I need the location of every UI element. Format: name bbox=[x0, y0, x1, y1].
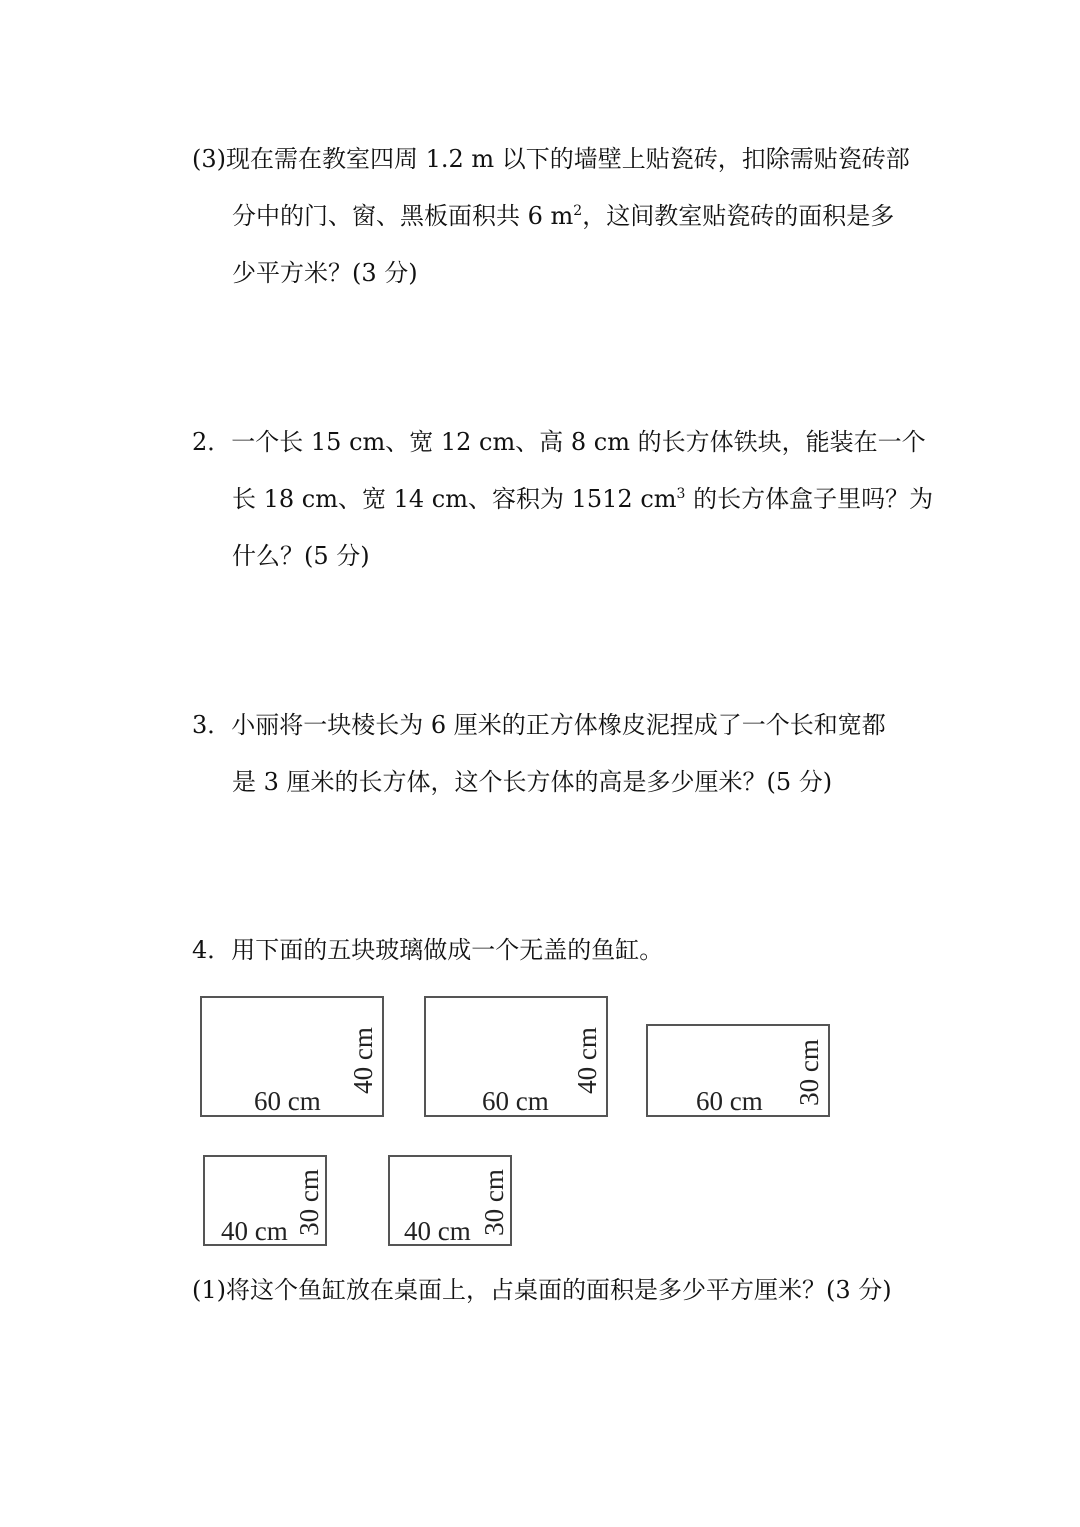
question-text-line: 3．小丽将一块棱长为 6 厘米的正方体橡皮泥捏成了一个长和宽都 bbox=[192, 711, 886, 739]
panel-width-label: 60 cm bbox=[696, 1086, 763, 1116]
glass-panel bbox=[646, 1024, 830, 1117]
panel-width-label: 60 cm bbox=[254, 1086, 321, 1116]
panel-height-label: 40 cm bbox=[571, 1027, 602, 1094]
glass-panel bbox=[203, 1155, 327, 1246]
question-text-line: 是 3 厘米的长方体，这个长方体的高是多少厘米？(5 分) bbox=[232, 768, 833, 796]
panel-width-label: 60 cm bbox=[482, 1086, 549, 1116]
question-1-part-3 bbox=[192, 131, 932, 302]
question-3 bbox=[192, 697, 932, 811]
question-text-line: 什么？(5 分) bbox=[232, 542, 370, 570]
panel-width-label: 40 cm bbox=[221, 1216, 288, 1246]
question-2 bbox=[192, 414, 932, 585]
question-text-line: (1)将这个鱼缸放在桌面上，占桌面的面积是多少平方厘米？(3 分) bbox=[192, 1276, 892, 1304]
question-text-line: 长 18 cm、宽 14 cm、容积为 1512 $cm^3$ 的长方体盒子里吗？为 bbox=[232, 485, 934, 513]
question-4 bbox=[192, 922, 932, 979]
panel-width-label: 40 cm bbox=[404, 1216, 471, 1246]
panel-height-label: 40 cm bbox=[347, 1027, 378, 1094]
question-text-line: 少平方米？(3 分) bbox=[232, 259, 418, 287]
panel-height-label: 30 cm bbox=[478, 1169, 509, 1236]
glass-panel bbox=[200, 996, 384, 1117]
glass-panel bbox=[388, 1155, 512, 1246]
glass-panel bbox=[424, 996, 608, 1117]
question-text-line: (3)现在需在教室四周 1.2 m 以下的墙壁上贴瓷砖，扣除需贴瓷砖部 bbox=[192, 145, 910, 173]
panel-height-label: 30 cm bbox=[793, 1039, 824, 1106]
panel-height-label: 30 cm bbox=[293, 1169, 324, 1236]
question-4-part-1 bbox=[192, 1262, 932, 1319]
question-text-line: 2．一个长 15 cm、宽 12 cm、高 8 cm 的长方体铁块，能装在一个 bbox=[192, 428, 926, 456]
question-text-line: 分中的门、窗、黑板面积共 6 $m^2$，这间教室贴瓷砖的面积是多 bbox=[232, 202, 895, 230]
question-text-line: 4．用下面的五块玻璃做成一个无盖的鱼缸。 bbox=[192, 936, 664, 964]
